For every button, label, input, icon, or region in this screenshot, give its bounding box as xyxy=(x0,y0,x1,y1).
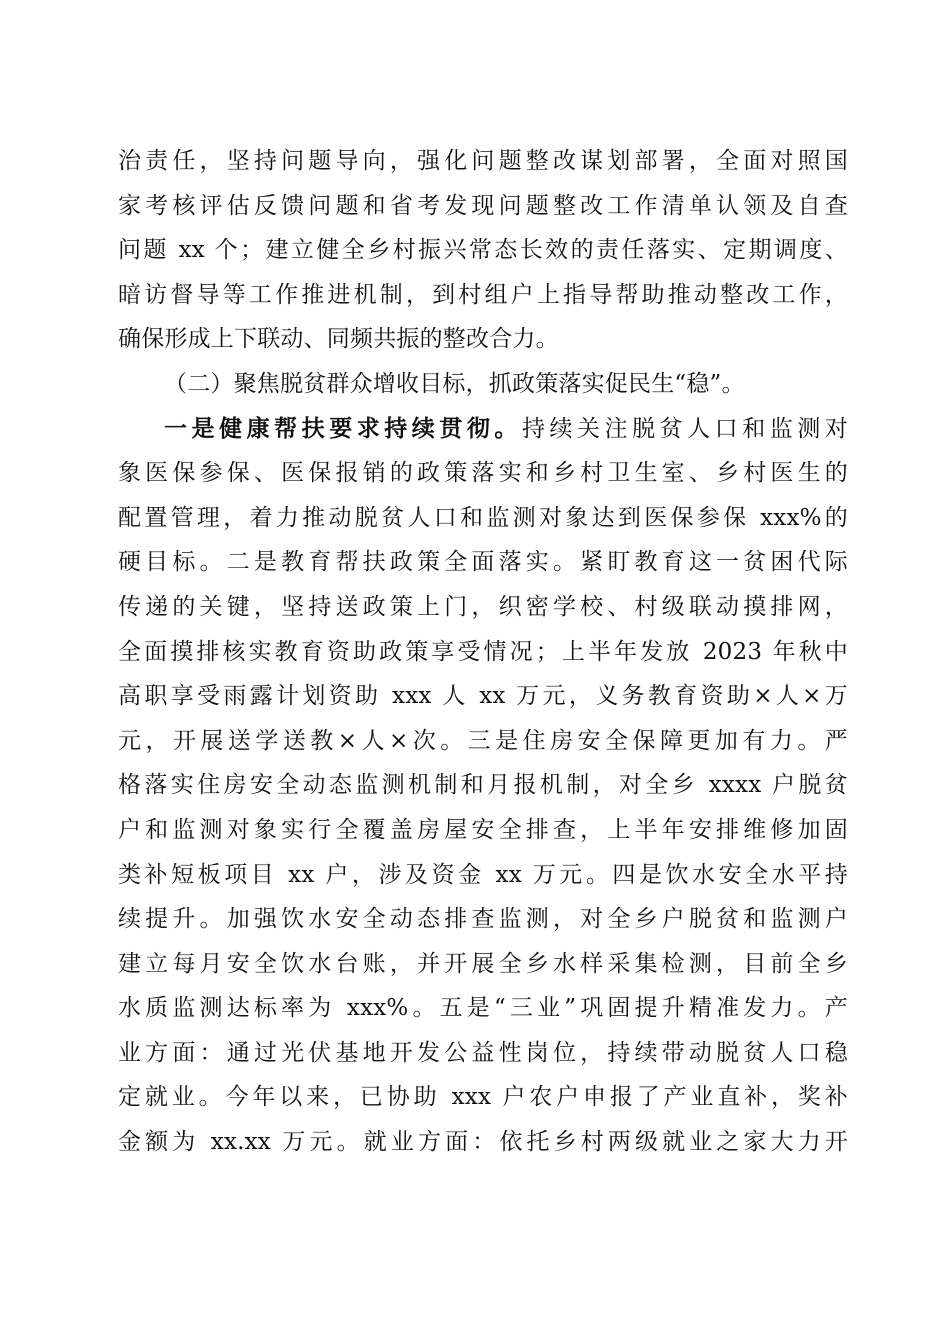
text-line: 类补短板项目 xx 户，涉及资金 xx 万元。四是饮水安全水平持 xyxy=(118,861,848,888)
text-line: 续提升。加强饮水安全动态排查监测，对全乡户脱贫和监测户 xyxy=(118,906,848,933)
text-line: 户和监测对象实行全覆盖房屋安全排查，上半年安排维修加固 xyxy=(118,816,848,843)
text-line: 象医保参保、医保报销的政策落实和乡村卫生室、乡村医生的 xyxy=(118,460,848,487)
text-span: 持续关注脱贫人口和监测对 xyxy=(521,415,848,442)
text-line: 水质监测达标率为 xxx%。五是“三业”巩固提升精准发力。产 xyxy=(118,995,848,1022)
text-line: 金额为 xx.xx 万元。就业方面：依托乡村两级就业之家大力开 xyxy=(118,1129,848,1156)
text-line: 配置管理，着力推动脱贫人口和监测对象达到医保参保 xxx%的 xyxy=(118,504,848,531)
text-line: 格落实住房安全动态监测机制和月报机制，对全乡 xxxx 户脱贫 xyxy=(118,772,848,799)
section-heading: （二）聚焦脱贫群众增收目标，抓政策落实促民生“稳”。 xyxy=(164,370,745,397)
text-line: 元，开展送学送教×人×次。三是住房安全保障更加有力。严 xyxy=(118,727,848,754)
text-line: 高职享受雨露计划资助 xxx 人 xx 万元，义务教育资助×人×万 xyxy=(118,683,848,710)
text-line: 家考核评估反馈问题和省考发现问题整改工作清单认领及自查 xyxy=(118,192,848,219)
text-line: 暗访督导等工作推进机制，到村组户上指导帮助推动整改工作， xyxy=(118,281,848,308)
text-line: 问题 xx 个；建立健全乡村振兴常态长效的责任落实、定期调度、 xyxy=(118,237,848,264)
subheading-bold: 一是健康帮扶要求持续贯彻。 xyxy=(164,414,522,442)
text-line: 定就业。今年以来，已协助 xxx 户农户申报了产业直补，奖补 xyxy=(118,1084,848,1111)
text-line: 全面摸排核实教育资助政策享受情况；上半年发放 2023 年秋中 xyxy=(118,638,848,665)
text-line: 硬目标。二是教育帮扶政策全面落实。紧盯教育这一贫困代际 xyxy=(118,549,848,576)
text-line: 确保形成上下联动、同频共振的整改合力。 xyxy=(118,326,559,353)
text-line: 业方面：通过光伏基地开发公益性岗位，持续带动脱贫人口稳 xyxy=(118,1039,848,1066)
text-line xyxy=(118,407,848,452)
text-line: 建立每月安全饮水台账，并开展全乡水样采集检测，目前全乡 xyxy=(118,950,848,977)
text-line: 治责任，坚持问题导向，强化问题整改谋划部署，全面对照国 xyxy=(118,148,848,174)
text-line: 传递的关键，坚持送政策上门，织密学校、村级联动摸排网， xyxy=(118,593,848,620)
document-body xyxy=(118,139,848,1165)
